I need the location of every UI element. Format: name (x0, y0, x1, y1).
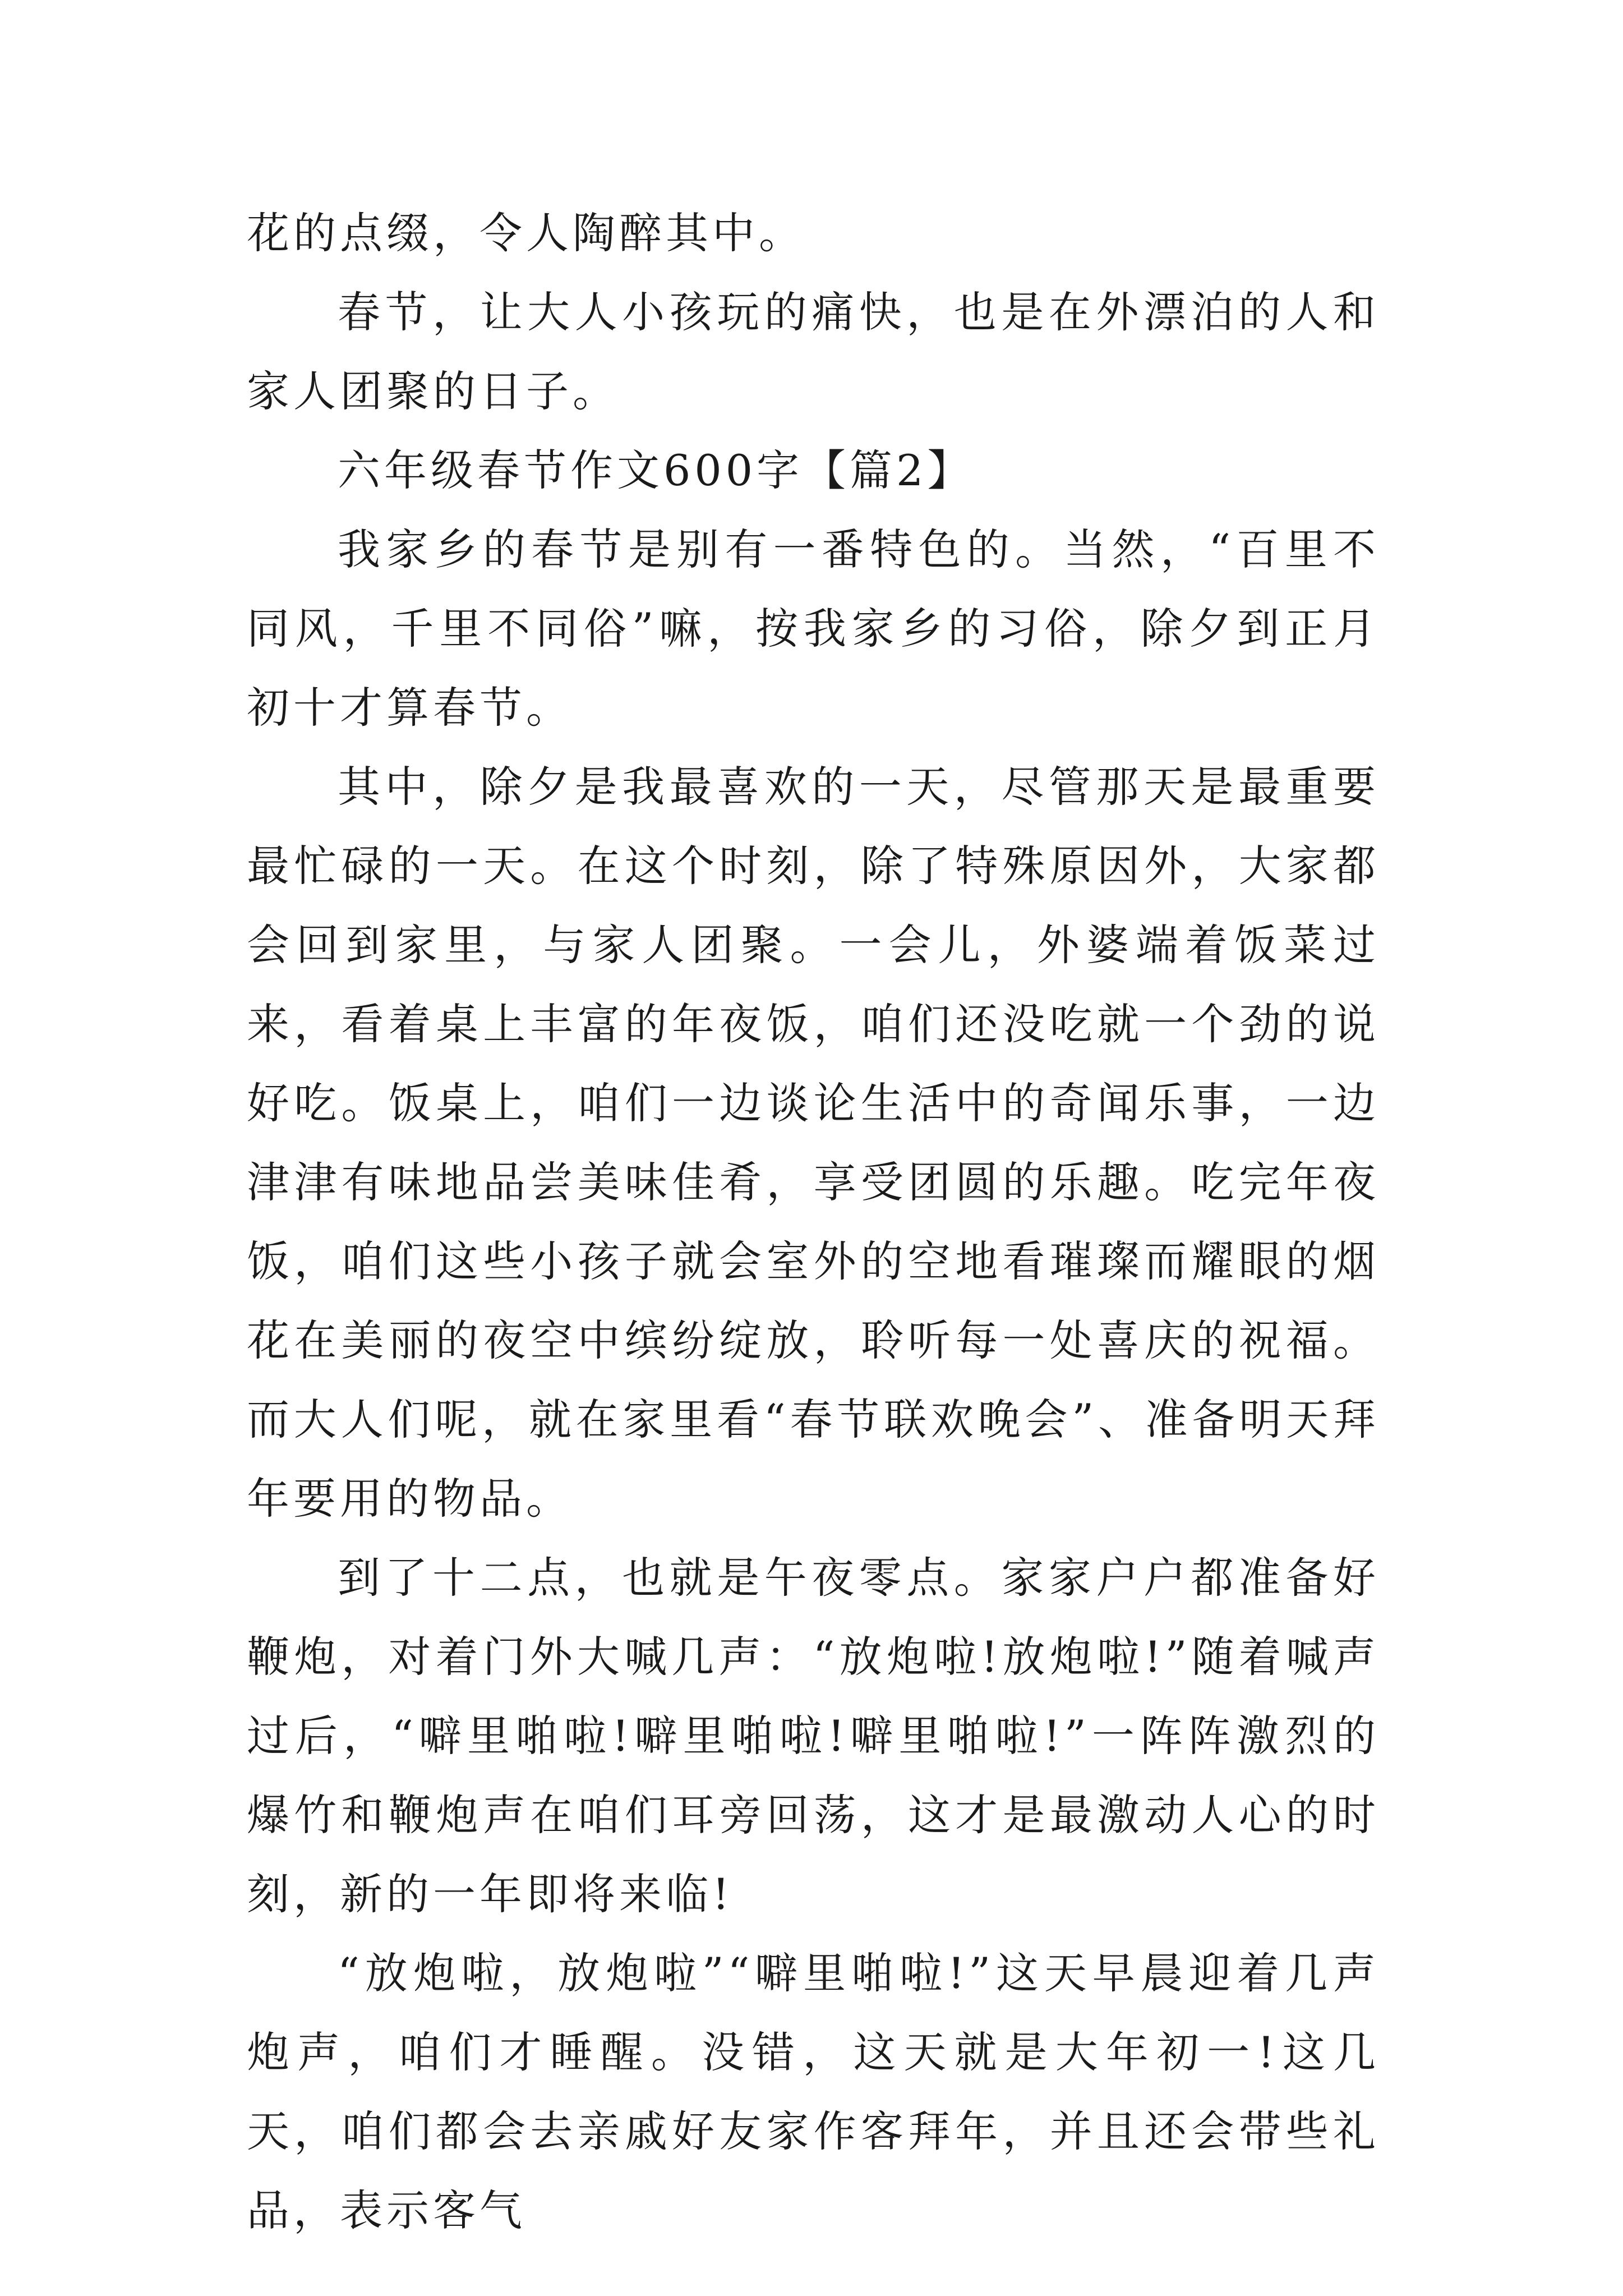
document-body (247, 194, 1380, 2250)
paragraph-4: 其中，除夕是我最喜欢的一天，尽管那天是最重要最忙碌的一天。在这个时刻，除了特殊原因外，大家都会回到家里，与家人团聚。一会儿，外婆端着饭菜过来，看着桌上丰富的年夜饭，咱们还没吃就一个劲的说好吃。饭桌上，咱们一边谈论生活中的奇闻乐事，一边津津有味地品尝美味佳肴，享受团圆的乐趣。吃完年夜饭，咱们这些小孩子就会室外的空地看璀璨而耀眼的烟花在美丽的夜空中缤纷绽放，聆听每一处喜庆的祝福。而大人们呢，就在家里看“春节联欢晚会”、准备明天拜年要用的物品。 (247, 762, 1380, 1524)
paragraph-6: “放炮啦，放炮啦”“噼里啪啦!”这天早晨迎着几声炮声，咱们才睡醒。没错，这天就是大年初一!这几天，咱们都会去亲戚好友家作客拜年，并且还会带些礼品，表示客气 (247, 1948, 1380, 2235)
paragraph-3: 我家乡的春节是别有一番特色的。当然，“百里不同风，千里不同俗”嘛，按我家乡的习俗，除夕到正月初十才算春节。 (247, 524, 1380, 733)
paragraph-5: 到了十二点，也就是午夜零点。家家户户都准备好鞭炮，对着门外大喊几声：“放炮啦!放炮啦!”随着喊声过后，“噼里啪啦!噼里啪啦!噼里啪啦!”一阵阵激烈的爆竹和鞭炮声在咱们耳旁回荡，这才是最激动人心的时刻，新的一年即将来临! (247, 1553, 1380, 1919)
section-heading: 六年级春节作文600字【篇2】 (338, 445, 974, 495)
paragraph-2: 春节，让大人小孩玩的痛快，也是在外漂泊的人和家人团聚的日子。 (247, 287, 1380, 416)
paragraph-1: 花的点缀，令人陶醉其中。 (247, 208, 805, 258)
